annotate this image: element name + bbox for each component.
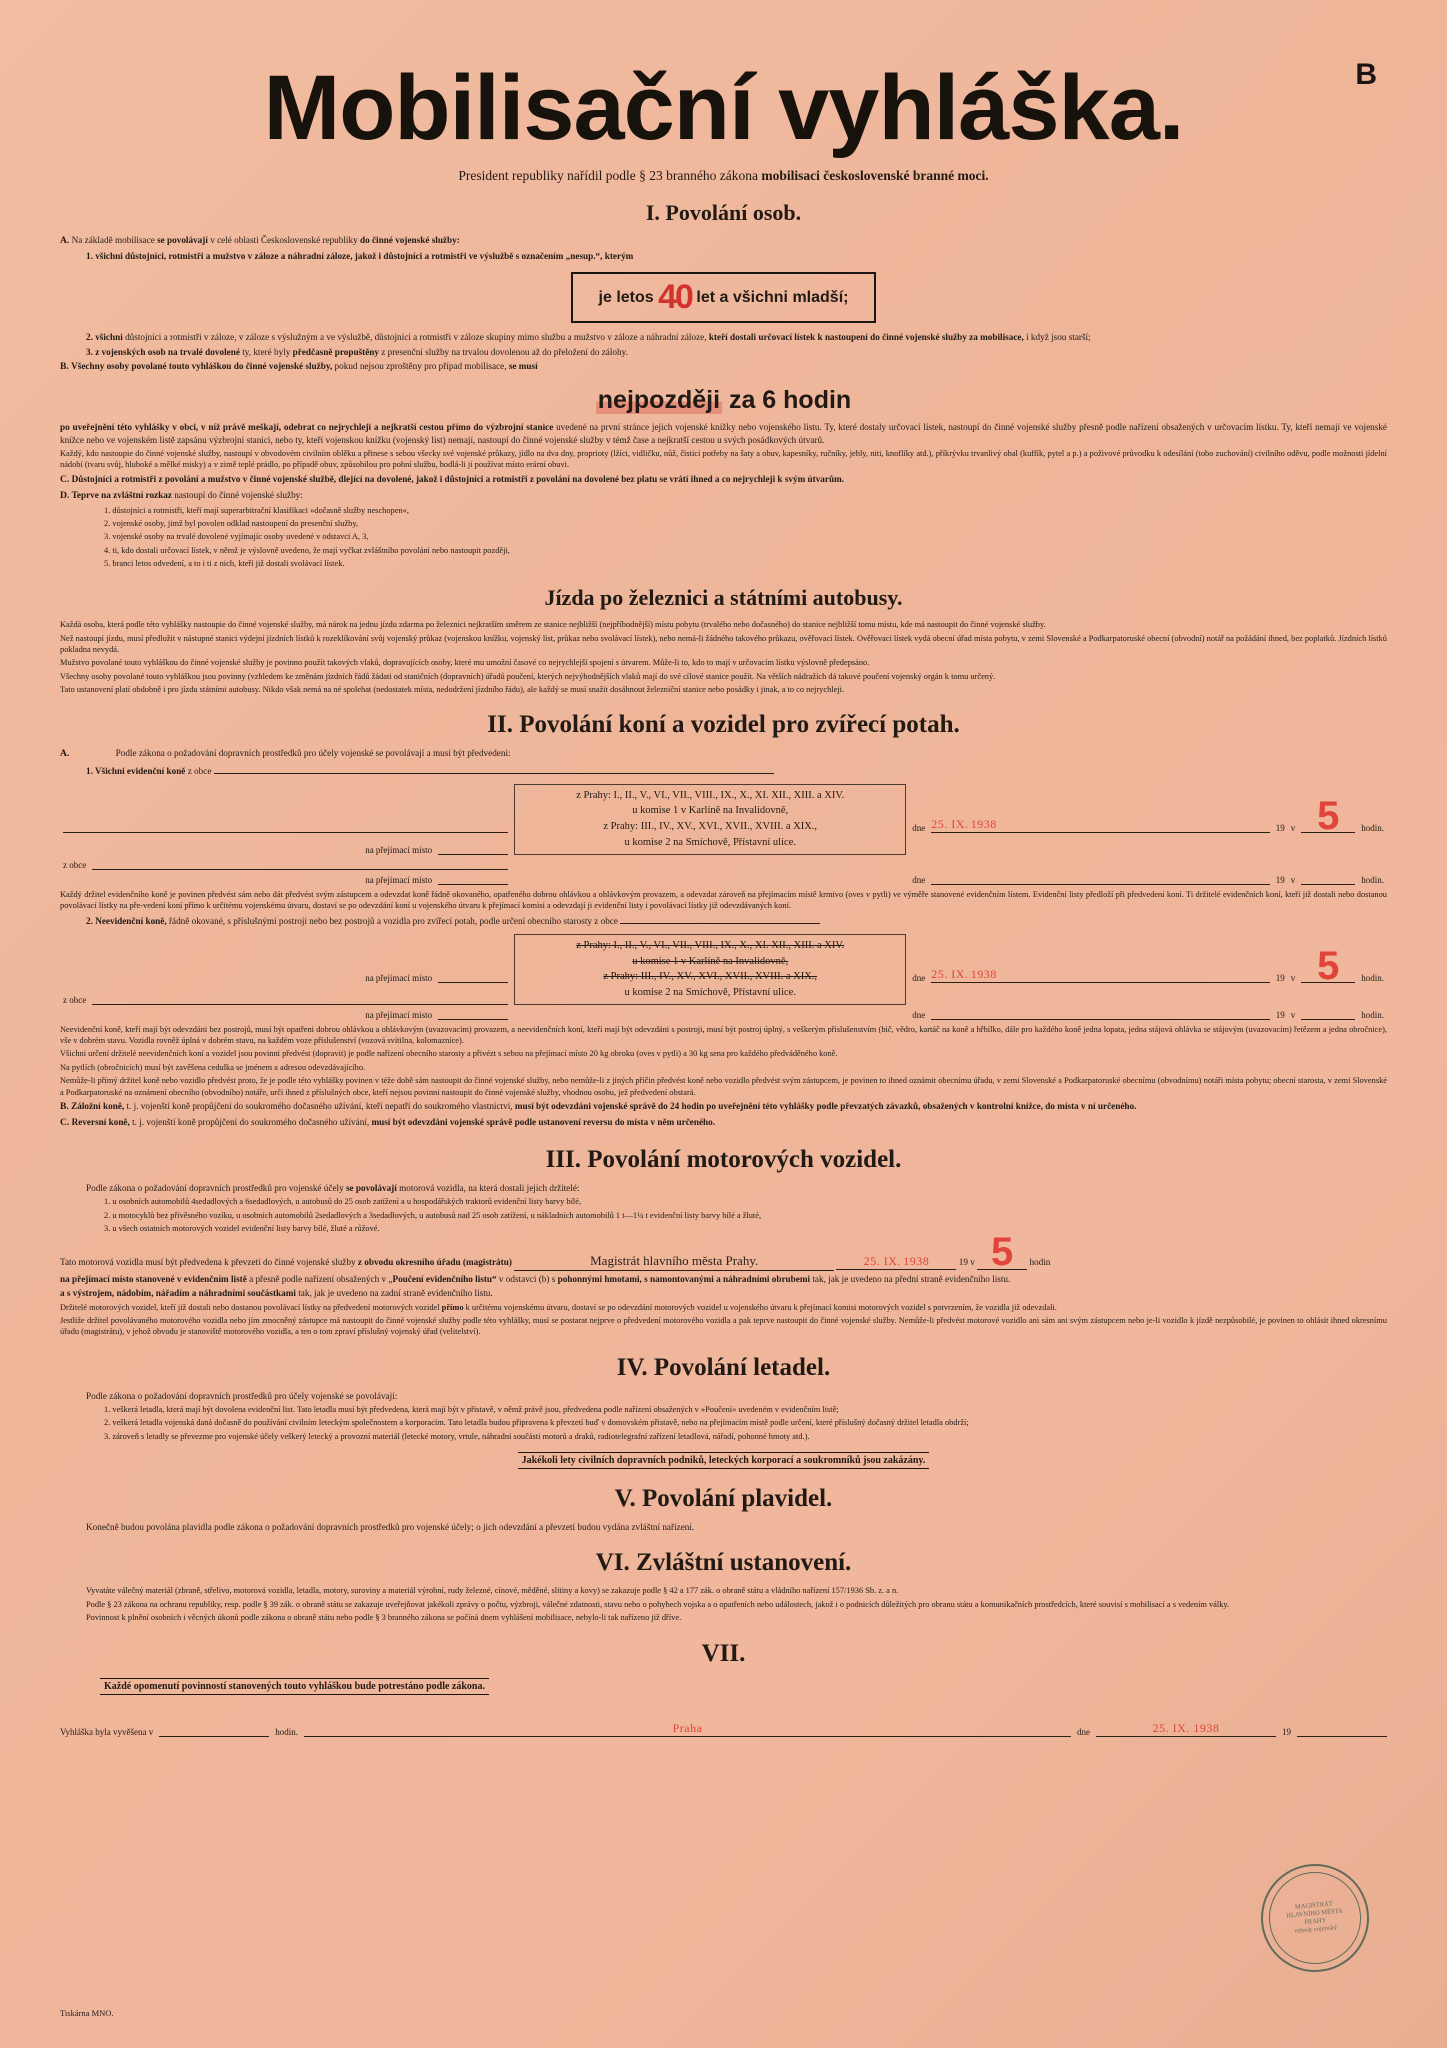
body-t2: z obvodu okresního úřadu (magistrátu) bbox=[357, 1257, 515, 1268]
spacer-cell bbox=[909, 835, 1387, 857]
prejimaci-label-2: na přejímací místo bbox=[365, 1009, 433, 1020]
after-deadline-bold: po uveřejnění této vyhlášky v obci, v níž právě meškají, odebrat co nejrychleji a nejkratší cestou přímo do výzbrojní stanice bbox=[60, 422, 557, 433]
page-title: Mobilisační vyhláška. bbox=[263, 57, 1184, 159]
hour-handwritten: 5 bbox=[1317, 794, 1340, 839]
footer-date-blank[interactable] bbox=[1096, 1721, 1276, 1737]
section-1-d-letter: D. bbox=[60, 489, 70, 501]
section-1-d-b: Teprve na zvláštní rozkaz bbox=[71, 489, 175, 500]
deadline-mid: za 6 hodin bbox=[722, 386, 852, 415]
year-prefix-3: 19 bbox=[958, 1257, 968, 1268]
date-row-2 bbox=[912, 874, 1384, 885]
magistrat-handwritten: Magistrát hlavního města Prahy. bbox=[590, 1253, 759, 1269]
section-1-heading: I. Povolání osob. bbox=[645, 200, 802, 225]
age-box-pre: je letos bbox=[598, 289, 654, 307]
komise-box bbox=[514, 784, 906, 855]
age-box-wrap bbox=[60, 272, 1387, 323]
stamp-inner bbox=[1265, 1868, 1365, 1968]
intro-t3: motorová vozidla, na která dostali jejich držitelé: bbox=[396, 1182, 580, 1193]
hour-blank[interactable] bbox=[1301, 944, 1355, 989]
date-row bbox=[912, 944, 1384, 989]
section-6-para: Podle § 23 zákona na ochranu republiky, resp. podle § 39 zák. o obraně státu se zakazuje uveřejňovat jakékoli zprávy o počtu, výzbroji, válečné zdatnosti, stavu nebo o pohybech vojska a o opatřeních nebo událostech, jakož i o podnicích důležitých pro obranu státu a komunikačních prostředcích, které souvisí s mobilisací a s vedením války. bbox=[86, 1599, 1230, 1609]
obce-row bbox=[63, 994, 508, 1005]
section-2-c-t3: musí být odevzdáni vojenské správě podle ustanovení reversu do místa v něm určeného. bbox=[371, 1116, 716, 1127]
year-handwritten: 1938 bbox=[970, 967, 997, 982]
drz-t1: Držitelé motorových vozidel, kteří již dostali nebo dostanou povolávací lístky na předvedení motorových vozidel bbox=[60, 1302, 442, 1312]
section-1-b bbox=[60, 360, 1387, 374]
date-cell-2 bbox=[909, 1007, 1387, 1022]
section-1-a-letter: A. bbox=[60, 235, 70, 246]
list-item bbox=[86, 250, 1387, 262]
section-2-c-letter: C. bbox=[60, 1116, 70, 1128]
section-6-heading: VI. Zvláštní ustanovení. bbox=[595, 1549, 852, 1577]
rail-para: Každá osoba, která podle této vyhlášky nastoupie do činné vojenské služby, má nárok na jednu jízdu zdarma po železnici nejkratším směrem ze stanice nejbližší (nejpříhodnější) místu pobytu (trvalého nebo dočasného) do stanice nejbližší tomu místu, kde má nastoupit do činné vojenské služby. bbox=[60, 620, 1046, 630]
section-1-b-t2: pokud nejsou zproštěny pro případ mobilisace, bbox=[332, 361, 509, 372]
item1-label: 1. Všichni evidenční koně bbox=[86, 766, 186, 777]
item-t2: důstojníci a rotmistři v záloze, v záloze s výslužným a ve výslužbě, důstojníci a rotmistři v záloze skupiny mimo službu a mužstvo v záloze a náhradní záloze, bbox=[125, 332, 709, 343]
date-row-2 bbox=[912, 1009, 1384, 1020]
item-b3: kteří dostali určovací lístek k nastoupení do činné vojenské služby za mobilisace, bbox=[708, 332, 1024, 343]
printer-mark: Tiskárna MNO. bbox=[60, 2008, 114, 2018]
date-blank[interactable] bbox=[931, 817, 1269, 833]
date-blank[interactable] bbox=[931, 967, 1269, 983]
section-2-heading: II. Povolání koní a vozidel pro zvířecí potah. bbox=[487, 711, 960, 739]
section-2-b-t2: t. j. vojenští koně propůjčení do soukromého dočasného užívání, kteří nepatří do soukromého vlastnictví, bbox=[124, 1100, 515, 1111]
obce-row bbox=[63, 859, 508, 870]
section-7-warning: Každé opomenutí povinností stanovených touto vyhláškou bude potrestáno podle zákona. bbox=[100, 1678, 489, 1695]
footer-dne: dne bbox=[1077, 1726, 1090, 1737]
rail-para: Mužstvo povolané touto vyhláškou do činné vojenské služby je povinno použít takových vlaků, dopravujících osoby, které mu umožní časové co nejrychlejší spojení s útvarem. Může-li to, kdo to mají v určovacím lístku výslovně předepsáno. bbox=[60, 658, 870, 668]
form-cell bbox=[60, 782, 511, 835]
item1-tail: z obce bbox=[187, 766, 212, 777]
section-1-after-deadline bbox=[60, 421, 1387, 446]
prej-t6: tak, jak je uvedeno na přední straně evidenčního listu. bbox=[810, 1273, 1011, 1284]
year-prefix: 19 bbox=[1275, 973, 1285, 984]
section-1-a-b2: do činné vojenské služby: bbox=[359, 235, 460, 245]
prejimaci-row bbox=[63, 844, 508, 855]
item-t2: ty, které byly bbox=[242, 346, 293, 357]
age-box-number: 40 bbox=[658, 278, 692, 317]
footer-line bbox=[60, 1721, 1387, 1737]
section-1-a bbox=[60, 234, 1387, 248]
section-2-item1 bbox=[86, 763, 1387, 777]
section-1-c bbox=[60, 473, 1387, 487]
intro-t2: se povolávají bbox=[345, 1182, 397, 1193]
rail-para: Než nastoupí jízdu, musí předložit v nástupné stanici výdejní jízdních lístků k rozeklíkování svůj vojenský průkaz (vojenskou knížku, vojenský list, průkaz nebo svolávací lístek), nebo nemá-li žádného takového průkazu, ověřovací lístek. Ověřovací lístek vydá obecní úřad místa pobytu, v zemi Slovenské a Podkarpatoruské obecní (obvodní) notář na požádání ihned, bez poplatků. Jízdních lístků pokladna nevydá. bbox=[60, 633, 1387, 654]
section-5-text: Konečně budou povolána plavidla podle zákona o požadování dopravních prostředků pro vojenské účely; o jich odevzdání a převzetí budou vydána zvláštní nařízení. bbox=[86, 1522, 695, 1533]
section-2-c-t1: Reversní koně, bbox=[71, 1116, 130, 1127]
magistrat-blank[interactable] bbox=[514, 1252, 834, 1271]
footer-date-handwritten: 25. IX. 1938 bbox=[1152, 1720, 1220, 1735]
section-3-body bbox=[60, 1230, 1387, 1275]
vystroj-t1: a s výstrojem, nádobím, nářadím a náhradními součástkami bbox=[60, 1288, 296, 1299]
hour-handwritten-3: 5 bbox=[991, 1230, 1014, 1275]
section-4-banned: Jakékoli lety civilních dopravních podniků, leteckých korporací a soukromníků jsou zakázány. bbox=[518, 1452, 930, 1469]
section-3-prejimaci bbox=[60, 1273, 1387, 1285]
hodin-label-3: hodin bbox=[1029, 1257, 1051, 1268]
section-2-a-text: Podle zákona o požadování dopravních prostředků pro účely vojenské se povolávají a musí být předvedeni: bbox=[115, 748, 511, 759]
list-item: 1. důstojníci a rotmistři, kteří mají superarbitrační klasifikaci »dočasně služby neschopen«, bbox=[104, 505, 409, 515]
v-label-2: v bbox=[1290, 874, 1296, 885]
v-label-2: v bbox=[1290, 1009, 1296, 1020]
list-item bbox=[86, 346, 1387, 358]
komise-line-4: u komise 2 na Smíchově, Přístavní ulice. bbox=[624, 987, 796, 999]
hour-blank[interactable] bbox=[1301, 794, 1355, 839]
footer-hour-blank[interactable] bbox=[159, 1726, 269, 1737]
date-row bbox=[912, 794, 1384, 839]
list-item: 1. veškerá letadla, která mají být dovolena evidenční list. Tato letadla musí být předvedena, která mají být v přistavě, v němž právě jsou, předvedena podle nařízení obsažených v »Poučení« uvedeném v evidenčním listě; bbox=[104, 1405, 839, 1415]
section-4-intro: Podle zákona o požadování dopravních prostředků pro účely vojenské se povolávají: bbox=[86, 1390, 398, 1401]
v-label: v bbox=[1290, 973, 1296, 984]
prejimaci-row bbox=[63, 972, 508, 983]
age-box-post: let a všichni mladší; bbox=[696, 289, 849, 307]
item-t4: z presenční služby na trvalou dovolenou až do přeložení do zálohy. bbox=[381, 346, 628, 357]
year-prefix-2: 19 bbox=[1275, 1009, 1285, 1020]
blank-line[interactable] bbox=[214, 763, 774, 774]
year-prefix-2: 19 bbox=[1275, 874, 1285, 885]
corner-label: B bbox=[1355, 58, 1377, 91]
section-1-b-t3: se musí bbox=[508, 361, 538, 372]
z-obce-label: z obce bbox=[63, 859, 87, 870]
section-1-kazdy: Každý, kdo nastoupie do činné vojenské služby, nastoupí v obvodovém civilním oblěku a přinese s sebou všecky své vojenské průkazy, jídlo na dva dny, proprioty (lžíci, vidličku, nůž, čisticí potřeby na šaty a obuv, kapesníky, ručníky, jehly, niti, knoflíky atd.), příkrývku trvanlivý obal (kuffík, pytel a p.) a poživové průvodku k odesílání (tobo zuchování) civilního oděvu, podle možnosti jídelní nádobí (tvaru svůj, hluboké a mělké misky) a v zimě teplé prádlo, po případě obuv, způsobilou pro pohní službu, hodlá-li ji používat místo erární obuvi. bbox=[60, 448, 1387, 470]
footer-year-blank[interactable] bbox=[1297, 1726, 1387, 1737]
section-1-d-t: nastoupí do činné vojenské služby: bbox=[174, 489, 303, 500]
komise-line-1: z Prahy: I., II., V., VI., VII., VIII., IX., X., XI. XII., XIII. a XIV. bbox=[576, 939, 845, 951]
komise-line-3: z Prahy: III., IV., XV., XVI., XVII., XVIII. a XIX., bbox=[603, 971, 818, 983]
item-b1: všichni bbox=[95, 332, 126, 343]
komise-cell bbox=[511, 782, 909, 857]
list-item: 1. u osobních automobilů 4sedadlových a 6sedadlových, u autobusů do 25 osob zatížení a u hospodářských traktorů evidenční listy barvy bílé, bbox=[104, 1197, 582, 1207]
v-label: v bbox=[1290, 823, 1296, 834]
footer-place-handwritten: Praha bbox=[672, 1720, 703, 1735]
section-1-c-text: Důstojníci a rotmistři z povolání a mužstvo v činné vojenské službě, dlející na dovolené, jakož i důstojníci a rotmistři z povolání na dovolené bez platu se vrátí ihned a co nejrychleji k svým útvarům. bbox=[71, 473, 845, 484]
section-7-heading: VII. bbox=[701, 1639, 746, 1667]
prej-t5: pohonnými hmotami, s namontovanými a náhradními obrubemi bbox=[557, 1273, 811, 1284]
date-blank-3[interactable] bbox=[836, 1253, 956, 1270]
item-number: 1. bbox=[86, 250, 93, 261]
year-handwritten-3: 1938 bbox=[903, 1254, 930, 1269]
section-1-a-mid: v celé oblasti Československé republiky bbox=[207, 235, 360, 245]
date-handwritten: 25. IX. bbox=[931, 967, 969, 982]
rail-heading: Jízda po železnici a státními autobusy. bbox=[544, 585, 903, 611]
komise-line-4: u komise 2 na Smíchově, Přístavní ulice. bbox=[624, 836, 796, 848]
section-4-heading: IV. Povolání letadel. bbox=[616, 1353, 831, 1381]
body-t1: Tato motorová vozidla musí být předvedena k převzetí do činné vojenské služby bbox=[60, 1257, 358, 1268]
section-5-heading: V. Povolání plavidel. bbox=[614, 1485, 833, 1513]
komise-cell bbox=[511, 932, 909, 1007]
komise-line-1: z Prahy: I., II., V., VI., VII., VIII., IX., X., XI. XII., XIII. a XIV. bbox=[576, 789, 845, 801]
vystroj-t2: tak, jak je uvedeno na zadní straně evidenčního listu. bbox=[295, 1288, 493, 1299]
footer-place-blank[interactable] bbox=[304, 1721, 1071, 1737]
prej-t3: Poučení evidenčního listu“ bbox=[392, 1273, 497, 1284]
item2-label: 2. Neevidenční koně, bbox=[86, 916, 167, 927]
section-2-b-letter: B. bbox=[60, 1100, 69, 1112]
prejimaci-label: na přejímací místo bbox=[365, 973, 433, 984]
section-2-b-t1: Záložní koně, bbox=[71, 1100, 125, 1111]
item-number: 3. bbox=[86, 346, 93, 357]
form-cell bbox=[60, 857, 511, 872]
section-2-b-t3: musí být odevzdáni vojenské správě do 24 hodin po uveřejnění této vyhlášky podle převzatých závazků, obsažených v kontrolní knížce, do místa v ní určeného. bbox=[514, 1100, 1137, 1111]
prejimaci-label: na přejímací místo bbox=[365, 844, 433, 855]
drz-t2: přímo bbox=[441, 1302, 464, 1312]
list-item: 2. veškerá letadla vojenská daná dočasně do používání civilním leteckým společnostem a korporacím. Tato letadla budou připravena k převzetí buď v domovském přistavě, nebo na přejímacím místě podle určení, které příslušný dočasný držitel letadla obdrží; bbox=[104, 1418, 969, 1428]
list-item: 3. zároveň s letadly se převezme pro vojenské účely veškerý letecký a provozní materiál (letecké motory, vrtule, náhradní součásti motorů a draků, radiotelegrafní zařízení letadlová, nářadí, pohonné hmoty atd.). bbox=[104, 1431, 810, 1441]
v-label-3: v bbox=[970, 1257, 975, 1268]
section-7-warning-wrap bbox=[100, 1676, 1387, 1695]
deadline-pre: nejpozději bbox=[597, 386, 721, 415]
footer-hodin: hodin. bbox=[275, 1726, 298, 1737]
after-deadline-rest: uvedené na první stránce jejich vojenské knížky nebo vojenského listu. Ty, které dostaly určovací lístek, nastoupí do činné vojenské služby přesně podle nařízení obsažených v určovacím lístku. Ty, kteří nemají ve vojenské knížce nebo ve vojenském listě zapsánu výzbrojní stanici, nebo ty, kteří vojenskou knížku (vojenský list) nemají, nastoupí do činné vojenské služby v témž čase a nejkratší cestou u svých posádkových útvarů. bbox=[60, 422, 1387, 445]
section-2-c-t2: t. j. vojenští koně propůjčení do soukromého dočasného užívání, bbox=[129, 1116, 372, 1127]
hodin-label: hodin. bbox=[1361, 973, 1384, 984]
section-1-d bbox=[60, 489, 1387, 503]
subtitle-bold: mobilisaci československé branné moci. bbox=[761, 168, 989, 183]
section-2-after: Neevidenční koně, kteří mají být odevzdáni bez postrojů, musí být opatřeni dobrou ohlávkou a ohlávkovým (uvazovacím) provazem, a neevidenčních koní, kteří mají být odevzdáni s postroji, musí být postroj úplný, s veškerým příslušenstvím (bič, vědro, kartáč na koně a hřbílko, dále pro každého koně jedna lopata, jedna stájová ohlávka se stájovým (uvazovacím) řetězem a jedna obročnice), vše v dobrém stavu. Vozidla rovněž úplná v dobrém stavu, na každém voze příslušenství (vozová svítilna, kolomazníce). bbox=[60, 1024, 1387, 1046]
section-1-c-letter: C. bbox=[60, 473, 70, 485]
prej-t1: na přejímací místo stanovené v evidenčním listě bbox=[60, 1273, 247, 1284]
poster-content bbox=[60, 40, 1387, 2018]
prejimaci-label-2: na přejímací místo bbox=[365, 874, 433, 885]
prejimaci-row-2 bbox=[63, 874, 508, 885]
prejimaci-row-2 bbox=[63, 1009, 508, 1020]
subtitle-pre: President republiky nařídil podle § 23 branného zákona bbox=[458, 168, 762, 183]
item2-tail: řádně okované, s příslušnými postroji nebo bez postrojů a vozidla pro zvířecí potah, podle určení obecního starosty z obce bbox=[168, 916, 618, 927]
list-item bbox=[86, 331, 1387, 343]
komise-cell-2 bbox=[511, 857, 909, 887]
stamp-line-3: PRAHY bbox=[1304, 1917, 1327, 1926]
section-1-b-t1: Všechny osoby povolané touto vyhláškou do činné vojenské služby, bbox=[71, 361, 333, 372]
stamp-line-1: MAGISTRÁT bbox=[1294, 1900, 1334, 1911]
stamp-line-4: referát vojenský bbox=[1294, 1924, 1338, 1935]
prej-t2: a přesně podle nařízení obsažených v „ bbox=[246, 1273, 393, 1284]
footer-pre: Vyhláška byla vyvěšena v bbox=[60, 1726, 154, 1737]
item-number: 2. bbox=[86, 332, 93, 343]
date-handwritten-3: 25. IX. bbox=[863, 1254, 901, 1269]
section-2-a bbox=[60, 747, 1387, 761]
subtitle bbox=[60, 168, 1387, 184]
form-table-neevidencni bbox=[60, 932, 1387, 1022]
prej-t4: v odstavci (b) s bbox=[496, 1273, 558, 1284]
spacer-cell bbox=[909, 857, 1387, 872]
section-3-vystroj bbox=[60, 1287, 1387, 1299]
item-b1: z vojenských osob na trvalé dovolené bbox=[95, 346, 243, 357]
date-cell bbox=[909, 782, 1387, 839]
section-1-b-letter: B. bbox=[60, 361, 69, 373]
year-handwritten: 1938 bbox=[970, 817, 997, 832]
section-2-after: Nemůže-li přímý držitel koně nebo vozidlo předvést proto, že je podle této vyhlášky povinen v téže době sám nastoupit do činné vojenské služby, nebo nemůže-li z jiných příčin předvést koně nebo vozidlo předvést svým zástupcem, je povinen to ihned oznámit obecnímu úřadu, v zemi Slovenské a Podkarpatoruské obecnímu (obvodnímu) notáři místa pobytu; obecní starosta, v zemi Slovenské a Podkarpatoruské na oznámení obecního (obvodního) notáře, určí ihned z příslušných obce, kteří nejsou povinni nastoupit do činné vojenské služby, vhodnou osobu, jež předvedení obstará. bbox=[60, 1076, 1387, 1097]
dne-label-2: dne bbox=[912, 1009, 926, 1020]
hodin-label-2: hodin. bbox=[1361, 874, 1384, 885]
list-item: 4. ti, kdo dostali určovací lístek, v němž je výslovně uvedeno, že mají vyčkat zvláštního povolání nebo nastoupit později, bbox=[104, 545, 510, 555]
rail-para: Tato ustanovení platí obdobně i pro jízdu státními autobusy. Nikdo však nemá na né spolehat (nedostatek místa, nedodržení jízdního řádu), ale každý se musí snažit dosáhnout železniční stanice nebo posádky i jinak, a to co nejrychleji. bbox=[60, 684, 845, 694]
dne-label: dne bbox=[912, 823, 926, 834]
list-item: 5. branci letos odvedení, a to i ti z nich, kteří již dostali svolávací lístek. bbox=[104, 558, 345, 568]
section-2-kazdy: Každý držitel evidenčního koně je povinen předvést sám nebo dát předvést svým zástupcem a odevzdat koně řádně okovaného, opatřeného dobrou ohlávkou a ohlávkovým provazem, a odevzdat zároveň na přejímacím místě krmivo (oves v pytli) ve výměře stanovené evidenčním lístem. Evidenční listy předloží při předvedení koní. Ti držitelé evidenčních koní, kteří již dostali nebo dostanou povolávací lístky na pře-vedení koní přímo k určitému vojenskému útvaru, dostaví se po odevzdání koní u vojenského útvaru k přejímací komisi a odevzdají ji evidenční listy i povolávací lístky již odevzdávaných koní. bbox=[60, 889, 1387, 911]
list-item: 2. vojenské osoby, jimž byl povolen odklad nastoupení do presenční služby, bbox=[104, 518, 359, 528]
official-stamp bbox=[1256, 1859, 1373, 1976]
form-cell bbox=[60, 985, 511, 1007]
hodin-label: hodin. bbox=[1361, 823, 1384, 834]
section-2-after: Na pytlích (obročnicích) musí být zavěšena cedulka se jménem a adresou odevzdávajícího. bbox=[60, 1062, 366, 1072]
komise-box-2 bbox=[514, 934, 906, 1005]
hodin-label-2: hodin. bbox=[1361, 1009, 1384, 1020]
rail-para: Všechny osoby povolané touto vyhláškou jsou povinny (vzhledem ke změnám jízdních řádů žádati od staničních (dopravních) úřadů poučení, kterých nejvýhodnějších vlaků mají do své cílové stanice použít. Na větších nádražích dá takové poučení vojenský orgán k tomu určený. bbox=[60, 671, 996, 681]
form-cell bbox=[60, 1007, 511, 1022]
hour-handwritten: 5 bbox=[1317, 944, 1340, 989]
stamp-line-2: HLAVNÍHO MĚSTA bbox=[1286, 1907, 1344, 1920]
item-t4: i když jsou starší; bbox=[1023, 332, 1091, 343]
section-2-b bbox=[60, 1100, 1387, 1114]
section-1-a-pre: Na základě mobilisace bbox=[71, 235, 158, 245]
deadline-line bbox=[60, 386, 1387, 415]
drz-t3: k určitému vojenskému útvaru, dostaví se po odevzdání motorových vozidel u vojenského útvaru k přejímací komisi motorových vozidel s potvrzením, že vozidla již odevzdali. bbox=[463, 1302, 1057, 1312]
section-2-item2 bbox=[86, 913, 1387, 927]
section-3-jestlize: Jestliže držitel povolávaného motorového vozidla nebo jím zmocněný zástupce má nastoupit do činné vojenské služby podle této vyhlášky, musí se postarat nejprve o předvedení motorového vozidla a pak teprve nastoupit do činné vojenské služby. Nemůže-li předvést motorové vozidlo ani sám ani svým zástupcem nebo je-li vozidlo k jízdě nezpůsobilé, je povinen to ohlásit ihned okresnímu úřadu (magistrátu), v jehož obvodu je stanoviště motorového vozidla, a ten o tom zpraví příslušný vojenský úřad (velitelství). bbox=[60, 1315, 1387, 1337]
form-cell bbox=[60, 932, 511, 985]
komise-line-2: u komise 1 v Karlíně na Invalidovně, bbox=[632, 805, 789, 817]
dne-label: dne bbox=[912, 973, 926, 984]
year-prefix: 19 bbox=[1275, 823, 1285, 834]
section-3-heading: III. Povolání motorových vozidel. bbox=[545, 1145, 902, 1173]
section-2-after: Všichni určení držitelé neevidenčních koní a vozidel jsou povinni předvést (dopravit) je podle nařízení obecního starosty a přivézt s sebou na přejímací místo 20 kg obroku (oves v pytli) a 30 kg sena pro každého předváděného koně. bbox=[60, 1049, 838, 1059]
section-3-intro bbox=[86, 1182, 1387, 1194]
age-box bbox=[571, 272, 877, 323]
blank-line[interactable] bbox=[620, 913, 820, 924]
item-text: všichni důstojníci, rotmistři a mužstvo v záloze a náhradní záloze, jakož i důstojníci a rotmistři ve výslužbě s označením „nesup.“, kterým bbox=[95, 250, 634, 261]
list-item: 3. u všech ostatních motorových vozidel evidenční listy barvy bílé, žluté a růžové. bbox=[104, 1223, 380, 1233]
section-2-c bbox=[60, 1116, 1387, 1130]
section-4-banned-wrap bbox=[60, 1450, 1387, 1469]
section-6-para: Povinnost k plnění osobních i věcných úkonů podle zákona o obraně státu nebo podle § 3 branného zákona se počíná dnem vyhlášení mobilisace, nebylo-li tak nařízeno již dříve. bbox=[86, 1613, 682, 1623]
komise-cell-2 bbox=[511, 1007, 909, 1022]
z-obce-label: z obce bbox=[63, 994, 87, 1005]
section-3-drzitele bbox=[60, 1302, 1387, 1313]
footer-year: 19 bbox=[1282, 1726, 1291, 1737]
item-b3: předčasně propuštěny bbox=[292, 346, 382, 357]
list-item: 2. u motocyklů bez přívěsného vozíku, u osobních automobilů 2sedadlových a 3sedadlových, u autobusů nad 25 osob zatížení, u nákladních automobilů 1 t—1¼ t evidenční listy barvy bílé a žluté, bbox=[104, 1210, 762, 1220]
section-6-para: Vyvatáte válečný materiál (zbraně, střelivo, motorová vozidla, letadla, motory, suroviny a materiál výrobní, rudy železné, cínové, měděné, slitiny a kovy) se zakazuje podle § 42 a 177 zák. o obraně státu a vládního nařízení 157/1936 Sb. z. a n. bbox=[86, 1586, 899, 1596]
section-1-a-b1: se povolávají bbox=[157, 235, 208, 245]
komise-line-2: u komise 1 v Karlíně na Invalidovně, bbox=[632, 955, 789, 967]
section-2-a-letter: A. bbox=[60, 748, 70, 760]
intro-t1: Podle zákona o požadování dopravních prostředků pro vojenské účely bbox=[86, 1182, 346, 1193]
date-handwritten: 25. IX. bbox=[931, 817, 969, 832]
list-item: 3. vojenské osoby na trvalé dovolené vyjímajíc osoby uvedené v odstavci A, 3, bbox=[104, 532, 369, 542]
hour-blank-3[interactable] bbox=[977, 1230, 1027, 1275]
form-cell bbox=[60, 872, 511, 887]
date-cell bbox=[909, 932, 1387, 989]
spacer-cell bbox=[909, 985, 1387, 1007]
form-table-evidencni bbox=[60, 782, 1387, 887]
form-cell bbox=[60, 835, 511, 857]
date-cell-2 bbox=[909, 872, 1387, 887]
komise-line-3: z Prahy: III., IV., XV., XVI., XVII., XVIII. a XIX., bbox=[603, 821, 818, 833]
dne-label-2: dne bbox=[912, 874, 926, 885]
